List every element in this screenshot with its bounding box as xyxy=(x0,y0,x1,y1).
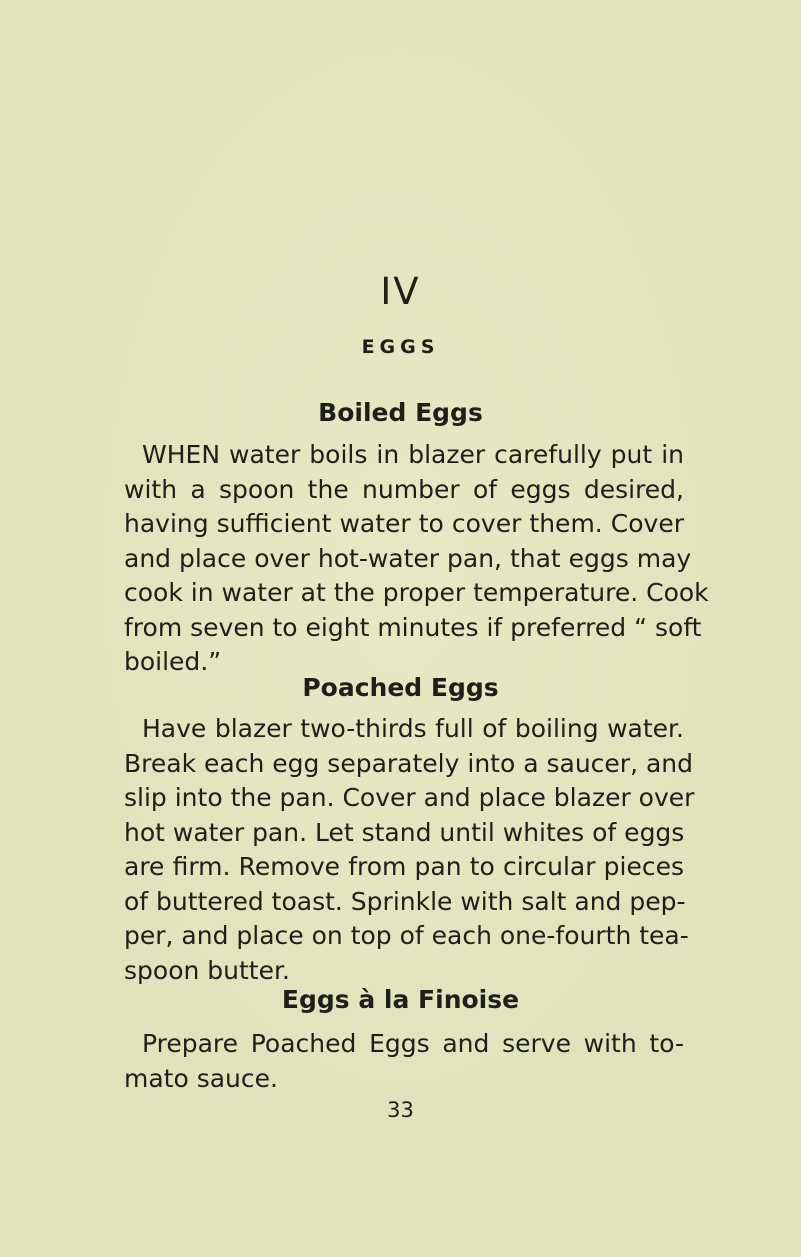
recipe-heading-poached-eggs: Poached Eggs xyxy=(302,673,499,702)
text-line: WHEN water boils in blazer carefully put in xyxy=(142,440,684,469)
text-line: from seven to eight minutes if preferred “ soft xyxy=(124,612,702,642)
chapter-number: IV xyxy=(380,270,421,313)
recipe-text-poached-eggs xyxy=(124,712,695,988)
recipe-text-boiled-eggs xyxy=(124,438,709,680)
text-line: boiled.” xyxy=(124,647,222,676)
text-line: mato sauce. xyxy=(124,1063,278,1093)
text-line: are firm. Remove from pan to circular pieces xyxy=(124,852,684,881)
text-line: having sufficient water to cover them. Cover xyxy=(124,509,684,538)
text-line: Prepare Poached Eggs and serve with to- xyxy=(142,1029,684,1058)
recipe-text-eggs-a-la-finoise xyxy=(124,1027,684,1096)
text-line: of buttered toast. Sprinkle with salt and pep- xyxy=(124,886,686,916)
text-line: cook in water at the proper temperature. Cook xyxy=(124,578,709,607)
text-line: with a spoon the number of eggs desired, xyxy=(124,474,684,504)
recipe-heading-boiled-eggs: Boiled Eggs xyxy=(318,398,483,427)
text-line: slip into the pan. Cover and place blazer over xyxy=(124,783,695,812)
text-line: and place over hot-water pan, that eggs may xyxy=(124,543,692,573)
recipe-heading-eggs-a-la-finoise: Eggs à la Finoise xyxy=(281,985,520,1014)
text-line: per, and place on top of each one-fourth tea- xyxy=(124,921,689,950)
chapter-title: EGGS xyxy=(361,336,440,358)
text-line: Have blazer two-thirds full of boiling water. xyxy=(142,714,684,743)
text-line: spoon butter. xyxy=(124,955,290,985)
page-number: 33 xyxy=(387,1098,414,1122)
text-line: hot water pan. Let stand until whites of eggs xyxy=(124,817,685,847)
text-line: Break each egg separately into a saucer, and xyxy=(124,748,693,778)
